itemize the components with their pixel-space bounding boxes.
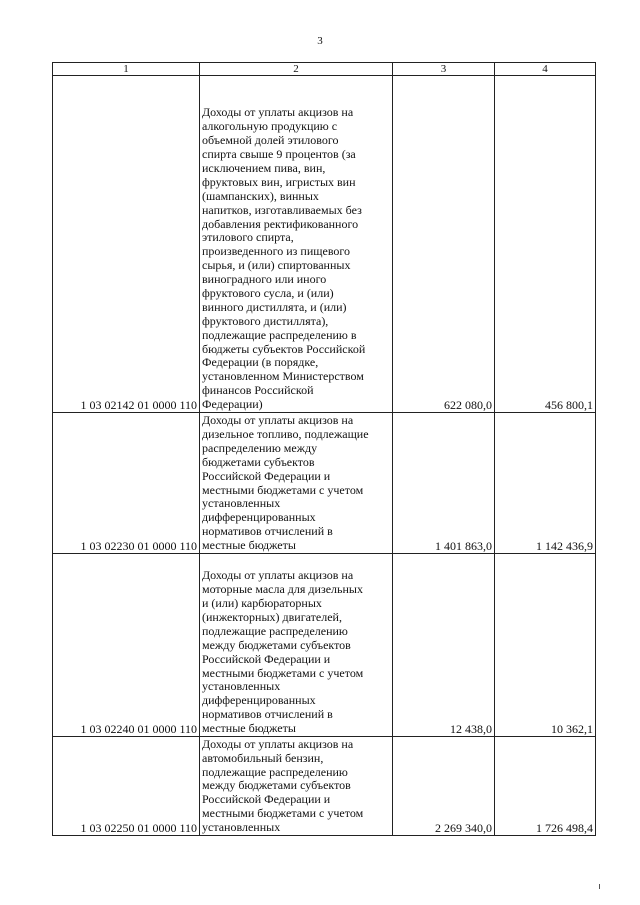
- column-header-1: 1: [53, 63, 200, 76]
- column-header-2: 2: [200, 63, 393, 76]
- description-line: установленных: [202, 497, 281, 511]
- description-line: винного дистиллята, и (или): [202, 300, 347, 314]
- column-header-3: 3: [393, 63, 495, 76]
- description-line: Федерации): [202, 398, 263, 412]
- description-line: моторные масла для дизельных: [202, 583, 363, 597]
- description-line: подлежащие распределению: [202, 765, 348, 779]
- description-line: сырья, и (или) спиртованных: [202, 259, 351, 273]
- description-line: бюджетами субъектов: [202, 455, 315, 469]
- column-header-4: 4: [495, 63, 596, 76]
- description-line: произведенного из пищевого: [202, 245, 351, 259]
- description-line: местные бюджеты: [202, 539, 296, 553]
- description-line: установленных: [202, 680, 281, 694]
- description-line: бюджеты субъектов Российской: [202, 342, 366, 356]
- value-col4-cell: 1 142 436,9: [495, 413, 596, 554]
- description-line: нормативов отчислений в: [202, 708, 333, 722]
- page-number: 3: [317, 35, 323, 47]
- description-line: местные бюджеты: [202, 722, 296, 736]
- value-col3-cell: 12 438,0: [393, 554, 495, 737]
- scan-edge-mark: [599, 884, 600, 889]
- table-row: [53, 737, 596, 836]
- description-line: и (или) карбюраторных: [202, 597, 322, 611]
- description-line: между бюджетами субъектов: [202, 779, 351, 793]
- description-cell: [200, 554, 393, 737]
- value-col3-cell: 1 401 863,0: [393, 413, 495, 554]
- description-line: фруктовых вин, игристых вин: [202, 175, 356, 189]
- description-cell: [200, 737, 393, 836]
- budget-code-cell: 1 03 02240 01 0000 110: [53, 554, 200, 737]
- value-col4-cell: 10 362,1: [495, 554, 596, 737]
- description-line: виноградного или иного: [202, 273, 327, 287]
- description-line: местными бюджетами с учетом: [202, 483, 364, 497]
- description-line: между бюджетами субъектов: [202, 638, 351, 652]
- description-line: местными бюджетами с учетом: [202, 807, 364, 821]
- description-line: Российской Федерации и: [202, 652, 331, 666]
- description-line: подлежащие распределению в: [202, 328, 357, 342]
- description-line: автомобильный бензин,: [202, 751, 324, 765]
- description-line: исключением пива, вин,: [202, 161, 326, 175]
- description-line: алкогольную продукцию с: [202, 120, 338, 134]
- value-col4-cell: 1 726 498,4: [495, 737, 596, 836]
- table-header: [53, 63, 596, 76]
- description-line: фруктового сусла, и (или): [202, 286, 334, 300]
- description-line: спирта свыше 9 процентов (за: [202, 148, 356, 162]
- description-line: финансов Российской: [202, 384, 314, 398]
- value-col3-cell: 2 269 340,0: [393, 737, 495, 836]
- description-line: объемной долей этилового: [202, 134, 339, 148]
- description-line: нормативов отчислений в: [202, 525, 333, 539]
- description-line: установленных: [202, 821, 281, 835]
- description-line: напитков, изготавливаемых без: [202, 203, 362, 217]
- description-line: этилового спирта,: [202, 231, 294, 245]
- revenue-table: [52, 62, 596, 836]
- budget-code-cell: 1 03 02250 01 0000 110: [53, 737, 200, 836]
- description-line: подлежащие распределению: [202, 624, 348, 638]
- budget-code-cell: 1 03 02142 01 0000 110: [53, 76, 200, 413]
- table-row: [53, 76, 596, 413]
- description-line: Доходы от уплаты акцизов на: [202, 737, 354, 751]
- header-row: [53, 63, 596, 76]
- description-line: Российской Федерации и: [202, 469, 331, 483]
- description-line: (инжекторных) двигателей,: [202, 610, 342, 624]
- description-line: Федерации (в порядке,: [202, 356, 319, 370]
- budget-code-cell: 1 03 02230 01 0000 110: [53, 413, 200, 554]
- description-line: Доходы от уплаты акцизов на: [202, 414, 354, 428]
- description-line: распределению между: [202, 441, 318, 455]
- table-row: [53, 554, 596, 737]
- description-line: установленном Министерством: [202, 370, 364, 384]
- description-line: (шампанских), винных: [202, 189, 319, 203]
- description-cell: [200, 76, 393, 413]
- description-cell: [200, 413, 393, 554]
- description-line: Доходы от уплаты акцизов на: [202, 106, 354, 120]
- description-line: местными бюджетами с учетом: [202, 666, 364, 680]
- description-line: Доходы от уплаты акцизов на: [202, 569, 354, 583]
- table-row: [53, 413, 596, 554]
- description-line: дифференцированных: [202, 511, 316, 525]
- description-line: добавления ректификованного: [202, 217, 359, 231]
- description-line: дизельное топливо, подлежащие: [202, 427, 369, 441]
- description-line: дифференцированных: [202, 694, 316, 708]
- description-line: фруктового дистиллята),: [202, 314, 329, 328]
- description-line: Российской Федерации и: [202, 793, 331, 807]
- value-col3-cell: 622 080,0: [393, 76, 495, 413]
- value-col4-cell: 456 800,1: [495, 76, 596, 413]
